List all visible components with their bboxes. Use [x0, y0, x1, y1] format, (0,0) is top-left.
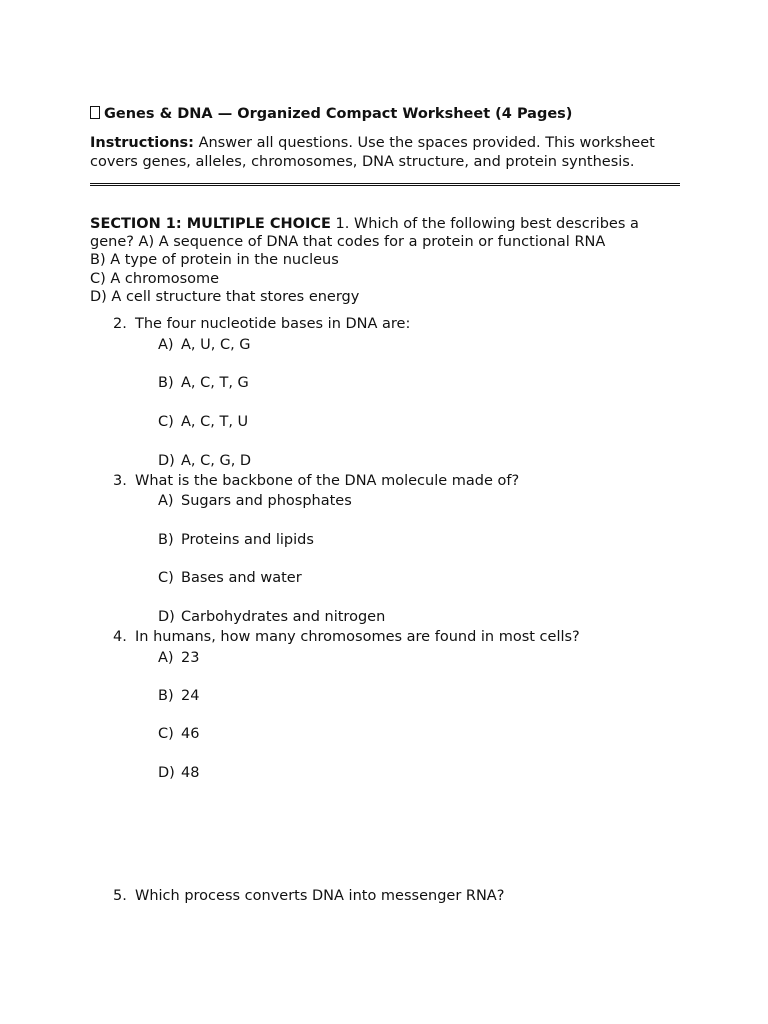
question-2-option-c [158, 413, 248, 431]
missing-glyph-icon [90, 106, 100, 119]
question-2-option-d [158, 452, 251, 470]
worksheet-title-text: Genes & DNA — Organized Compact Worksheet (4 Pages) [104, 106, 573, 122]
instructions-text: Answer all questions. Use the spaces provided. This worksheet covers genes, alleles, chromosomes, DNA structure, and protein synthesis. [90, 135, 655, 170]
option-letter: B) [158, 532, 174, 548]
option-text: 23 [181, 650, 200, 666]
question-2 [113, 315, 410, 333]
question-2-option-b [158, 374, 249, 392]
option-text: Sugars and phosphates [181, 493, 352, 509]
instructions-label: Instructions: [90, 135, 194, 151]
question-number: 4. [113, 629, 127, 645]
option-letter: D) [158, 765, 175, 781]
option-text: 46 [181, 726, 200, 742]
option-text: A, C, T, U [181, 414, 249, 430]
option-letter: D) [158, 609, 175, 625]
question-number: 2. [113, 316, 127, 332]
option-text: Carbohydrates and nitrogen [181, 609, 386, 625]
option-text: 24 [181, 688, 200, 704]
option-text: A, U, C, G [181, 337, 251, 353]
option-letter: A) [158, 650, 174, 666]
question-3 [113, 472, 519, 490]
question-4-option-b [158, 687, 199, 705]
question-5 [113, 887, 504, 905]
instructions [90, 134, 680, 171]
option-letter: C) [158, 726, 174, 742]
option-letter: C) [158, 570, 174, 586]
option-text: A, C, T, G [181, 375, 249, 391]
question-text: In humans, how many chromosomes are found in most cells? [135, 629, 580, 645]
worksheet-page [90, 104, 680, 306]
option-text: A, C, G, D [181, 453, 252, 469]
question-text: The four nucleotide bases in DNA are: [135, 316, 411, 332]
section-1 [90, 215, 680, 306]
option-text: Bases and water [181, 570, 302, 586]
option-text: Proteins and lipids [181, 532, 314, 548]
question-3-option-b [158, 531, 314, 549]
question-1-option-b: B) A type of protein in the nucleus [90, 252, 339, 269]
question-4-option-c [158, 725, 199, 743]
question-3-option-c [158, 569, 302, 587]
question-1-text: 1. Which of the following best describes a gene? A) A sequence of DNA that codes for a protein or functional RNA [90, 216, 639, 251]
question-4-option-a [158, 649, 199, 667]
section-heading: SECTION 1: MULTIPLE CHOICE [90, 216, 331, 232]
option-letter: C) [158, 414, 174, 430]
question-text: Which process converts DNA into messenger RNA? [135, 888, 505, 904]
question-3-option-d [158, 608, 385, 626]
double-rule-divider [90, 183, 680, 186]
question-1-option-c: C) A chromosome [90, 270, 220, 287]
worksheet-title [90, 104, 680, 124]
question-number: 3. [113, 473, 127, 489]
question-3-option-a [158, 492, 352, 510]
question-1-option-d: D) A cell structure that stores energy [90, 288, 360, 305]
option-letter: A) [158, 337, 174, 353]
question-number: 5. [113, 888, 127, 904]
option-letter: A) [158, 493, 174, 509]
option-text: 48 [181, 765, 200, 781]
question-text: What is the backbone of the DNA molecule made of? [135, 473, 520, 489]
question-2-option-a [158, 336, 251, 354]
option-letter: B) [158, 688, 174, 704]
option-letter: D) [158, 453, 175, 469]
question-4 [113, 628, 580, 646]
question-4-option-d [158, 764, 199, 782]
option-letter: B) [158, 375, 174, 391]
